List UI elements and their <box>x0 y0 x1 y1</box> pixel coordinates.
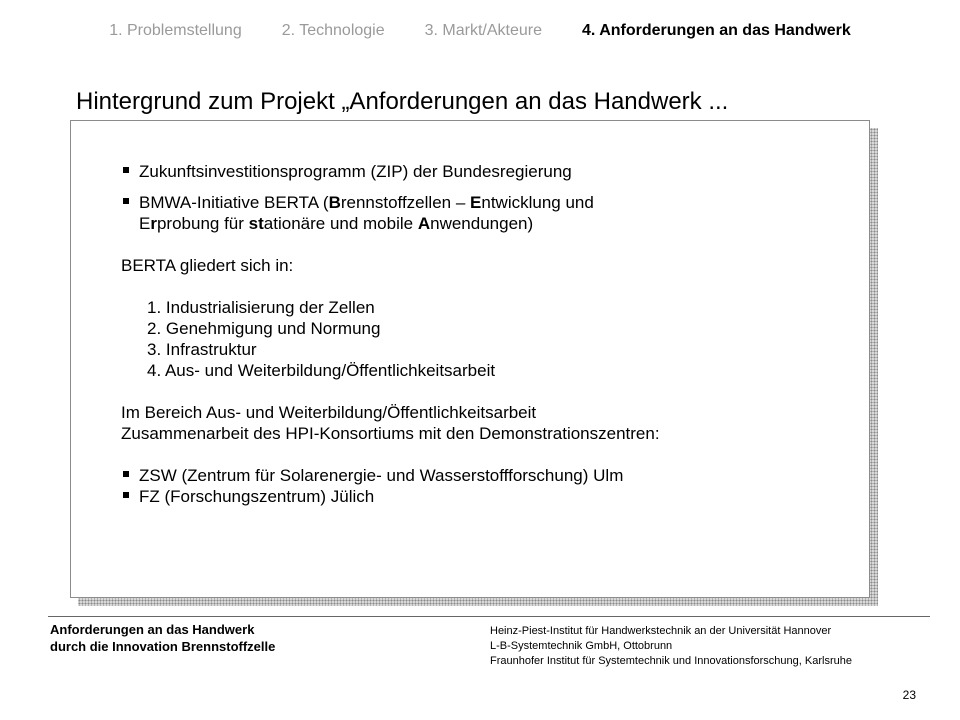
list-item: 3. Infrastruktur <box>147 340 257 359</box>
section-nav <box>0 22 960 40</box>
bullet-center-fz <box>121 486 841 507</box>
square-bullet-icon <box>123 471 129 477</box>
berta-text: nwendungen) <box>430 214 534 233</box>
berta-intro: BERTA gliedert sich in: <box>121 256 294 275</box>
berta-acronym-letter: r <box>150 214 157 233</box>
bullet-zip-text: Zukunftsinvestitionsprogramm (ZIP) der Bundesregierung <box>139 162 572 181</box>
area-line-1: Im Bereich Aus- und Weiterbildung/Öffentlichkeitsarbeit <box>121 403 537 422</box>
square-bullet-icon <box>123 492 129 498</box>
area-line-2: Zusammenarbeit des HPI-Konsortiums mit den Demonstrationszentren: <box>121 424 660 443</box>
list-item: 1. Industrialisierung der Zellen <box>147 298 375 317</box>
bullet-center-text: ZSW (Zentrum für Solarenergie- und Wasserstoffforschung) Ulm <box>139 466 624 485</box>
berta-text: E <box>139 214 151 233</box>
berta-line-2 <box>139 213 841 234</box>
footer-divider <box>48 616 930 617</box>
berta-text: rennstoffzellen – <box>340 193 471 212</box>
berta-line-1 <box>139 192 841 213</box>
slide-title: Hintergrund zum Projekt „Anforderungen an das Handwerk ... <box>76 88 729 115</box>
list-item: 4. Aus- und Weiterbildung/Öffentlichkeitsarbeit <box>147 361 496 380</box>
list-item: 2. Genehmigung und Normung <box>147 319 381 338</box>
footer-left-line: durch die Innovation Brennstoffzelle <box>50 639 276 654</box>
berta-acronym-letter: st <box>248 214 264 233</box>
square-bullet-icon <box>123 167 129 173</box>
content-panel <box>70 120 870 598</box>
footer-institution-line: Heinz-Piest-Institut für Handwerkstechnik an der Universität Hannover <box>490 625 832 637</box>
bullet-center-text: FZ (Forschungszentrum) Jülich <box>139 487 375 506</box>
footer-institution-line: L-B-Systemtechnik GmbH, Ottobrunn <box>490 640 673 652</box>
berta-acronym-letter: E <box>470 193 482 212</box>
berta-text: probung für <box>156 214 249 233</box>
nav-item-anforderungen[interactable]: 4. Anforderungen an das Handwerk <box>582 22 851 39</box>
footer-institution-line: Fraunhofer Institut für Systemtechnik und Innovationsforschung, Karlsruhe <box>490 655 852 667</box>
page-number: 23 <box>902 688 916 702</box>
nav-item-markt-akteure[interactable]: 3. Markt/Akteure <box>424 22 542 39</box>
square-bullet-icon <box>123 198 129 204</box>
footer-project-title <box>50 621 275 655</box>
footer-institutions <box>490 624 852 669</box>
nav-item-technologie[interactable]: 2. Technologie <box>281 22 385 39</box>
footer-left-line: Anforderungen an das Handwerk <box>50 622 255 637</box>
panel-content <box>121 161 841 507</box>
berta-text: ntwicklung und <box>481 193 594 212</box>
berta-text: BMWA-Initiative BERTA ( <box>139 193 329 212</box>
bullet-zip <box>121 161 841 182</box>
berta-text: ationäre und mobile <box>263 214 418 233</box>
nav-item-problemstellung[interactable]: 1. Problemstellung <box>109 22 242 39</box>
bullet-center-zsw <box>121 465 841 486</box>
berta-acronym-letter: A <box>417 214 431 233</box>
bullet-berta <box>121 192 841 234</box>
berta-acronym-letter: B <box>328 193 341 212</box>
